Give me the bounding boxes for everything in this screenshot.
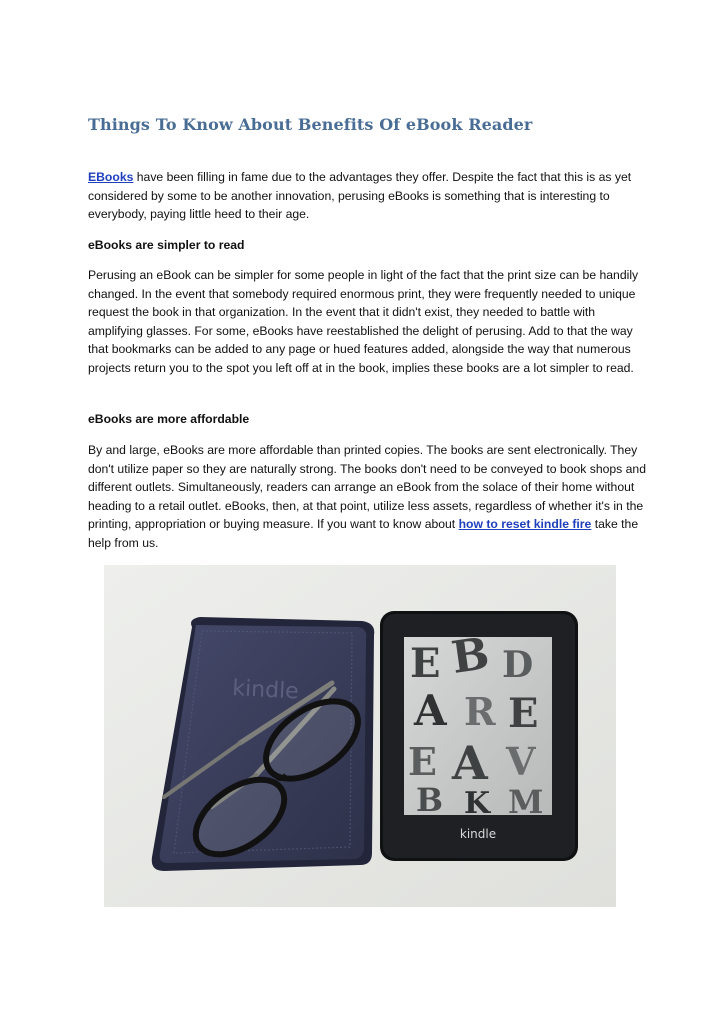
section-heading-affordable: eBooks are more affordable xyxy=(88,412,250,426)
svg-text:K: K xyxy=(464,786,491,821)
svg-text:D: D xyxy=(502,644,534,686)
device-brand: kindle xyxy=(459,827,497,841)
section-paragraph-simpler xyxy=(88,266,648,378)
reset-kindle-fire-link[interactable]: how to reset kindle fire xyxy=(458,517,592,532)
section-text: By and large, eBooks are more affordable than printed copies. The books are sent electronically. They don't utilize paper so they are naturally strong. The books don't need to be conveyed to book shops and different outlets. Simultaneously, readers can arrange an eBook from the solace of their home without heading to a retail outlet. eBooks, then, at that point, utilize less assets, regardless of whether it's in the printing, appropriation or buying measure. If you want to know about xyxy=(88,443,646,532)
intro-paragraph xyxy=(88,168,648,224)
intro-text: have been filling in fame due to the advantages they offer. Despite the fact that this is as yet considered by some to be another innovation, perusing eBooks is something that is interesting to everybody, paying little heed to their age. xyxy=(88,170,632,222)
svg-text:A: A xyxy=(452,736,488,790)
svg-text:V: V xyxy=(506,739,536,784)
svg-text:B: B xyxy=(416,781,444,819)
svg-text:E: E xyxy=(408,739,437,784)
svg-text:E: E xyxy=(508,690,539,737)
article-title: Things To Know About Benefits Of eBook Reader xyxy=(88,115,533,134)
cover-brand: kindle xyxy=(231,676,300,705)
kindle-device xyxy=(380,611,578,861)
svg-text:B: B xyxy=(448,628,493,684)
svg-text:R: R xyxy=(464,689,496,734)
section-text: Perusing an eBook can be simpler for some people in light of the fact that the print size can be handily changed. In the event that somebody required enormous print, they were frequently needed to unique request the book in that organization. In the event that it didn't exist, they needed to battle with amplifying glasses. For some, eBooks have reestablished the delight of perusing. Add to that the way that bookmarks can be added to any page or hued features added, alongside the way that numerous projects return you to the spot you left off at in the book, implies these books are a lot simpler to read. xyxy=(88,268,639,375)
svg-text:A: A xyxy=(414,686,447,735)
section-heading-simpler: eBooks are simpler to read xyxy=(88,238,245,252)
svg-text:E: E xyxy=(410,640,441,687)
section-paragraph-affordable xyxy=(88,441,648,553)
kindle-photo xyxy=(104,565,616,907)
ebooks-link[interactable]: EBooks xyxy=(88,170,134,184)
svg-text:M: M xyxy=(508,783,544,821)
section-text-end: take the help from us. xyxy=(88,517,639,550)
screen-letters xyxy=(408,628,543,821)
